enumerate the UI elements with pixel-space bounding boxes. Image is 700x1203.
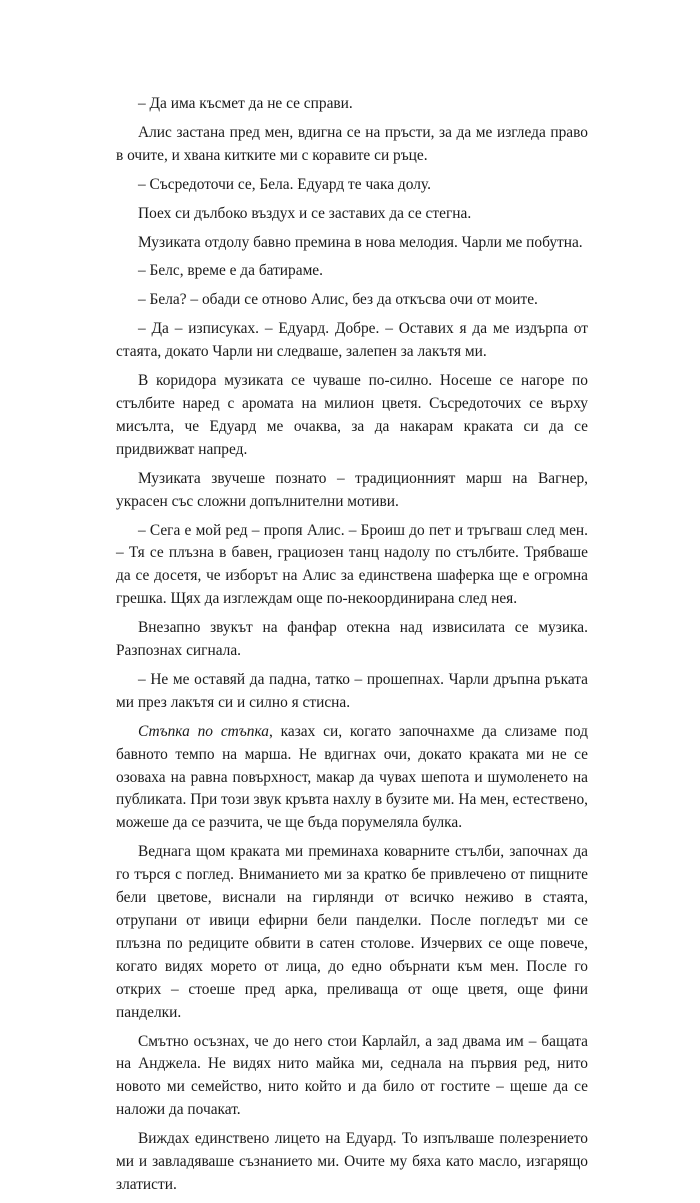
paragraph-8: – Да – изписуках. – Едуард. Добре. – Оставих я да ме издърпа от стаята, докато Чарли ни следваше, залепен за лакътя ми. xyxy=(116,320,588,361)
paragraph-10: Музиката звучеше познато – традиционният марш на Вагнер, украсен със сложни допълнителни мотиви. xyxy=(116,469,588,510)
paragraph-12: Внезапно звукът на фанфар отекна над извисилата се музика. Разпознах сигнала. xyxy=(116,619,588,660)
paragraph-15: Веднага щом краката ми преминаха коварните стълби, започнах да го търся с поглед. Вниманието ми за кратко бе привлечено от пищните бели цветове, виснали на гирлянди от всичко неживо в стаята, отрупани от ивици ефирни бели панделки. После погледът ми се плъзна по редиците обвити в сатен столове. Изчервих се още повече, когато видях морето от лица, до едно обърнати към мен. После го открих – стоеше пред арка, преливаща от още цветя, още фини панделки. xyxy=(116,843,588,1021)
page-text xyxy=(116,93,588,1203)
paragraph-9: В коридора музиката се чуваше по-силно. Носеше се нагоре по стълбите наред с аромата на милион цветя. Съсредоточих се върху мисълта, че Едуард ме очаква, за да накарам краката си да се придвижват напред. xyxy=(116,372,588,458)
paragraph-14-rest: , казах си, когато започнахме да слизаме под бавното темпо на марша. Не вдигнах очи, докато краката ми не се озоваха на равна повърхност, макар да чувах шепота и шумоленето на публиката. При този звук кръвта нахлу в бузите ми. На мен, естествено, можеше да се разчита, че ще бъда порумеляла булка. xyxy=(116,722,588,832)
paragraph-6: – Белс, време е да батираме. xyxy=(138,262,323,280)
paragraph-1: – Да има късмет да не се справи. xyxy=(138,95,353,112)
paragraph-5: Музиката отдолу бавно премина в нова мелодия. Чарли ме побутна. xyxy=(138,233,583,251)
paragraph-13: – Не ме оставяй да падна, татко – прошепнах. Чарли дръпна ръката ми през лакътя си и силно я стисна. xyxy=(116,670,588,711)
italic-phrase: Стъпка по стъпка xyxy=(138,722,269,740)
paragraph-2: Алис застана пред мен, вдигна се на пръсти, за да ме изгледа право в очите, и хвана китките ми с коравите си ръце. xyxy=(116,123,588,164)
paragraph-16: Смътно осъзнах, че до него стои Карлайл, а зад двама им – бащата на Анджела. Не видях нито майка ми, седнала на първия ред, нито новото ми семейство, нито който и да било от гостите – щеше да се наложи да почакат. xyxy=(116,1032,588,1119)
paragraph-17: Виждах единствено лицето на Едуард. То изпълваше полезрението ми и завладяваше съзнанието ми. Очите му бяха като масло, изгарящо златисти. xyxy=(116,1130,588,1193)
paragraph-3: – Съсредоточи се, Бела. Едуард те чака долу. xyxy=(138,175,431,193)
paragraph-11: – Сега е мой ред – пропя Алис. – Броиш до пет и тръгваш след мен. – Тя се плъзна в бавен, грациозен танц надолу по стълбите. Трябваше да се досетя, че изборът на Алис за единствена шаферка ще е огромна грешка. Щях да изглеждам още по-некоординирана след нея. xyxy=(116,521,588,608)
paragraph-4: Поех си дълбоко въздух и се заставих да се стегна. xyxy=(138,204,472,222)
paragraph-14 xyxy=(116,721,588,836)
paragraph-7: – Бела? – обади се отново Алис, без да откъсва очи от моите. xyxy=(138,291,538,309)
